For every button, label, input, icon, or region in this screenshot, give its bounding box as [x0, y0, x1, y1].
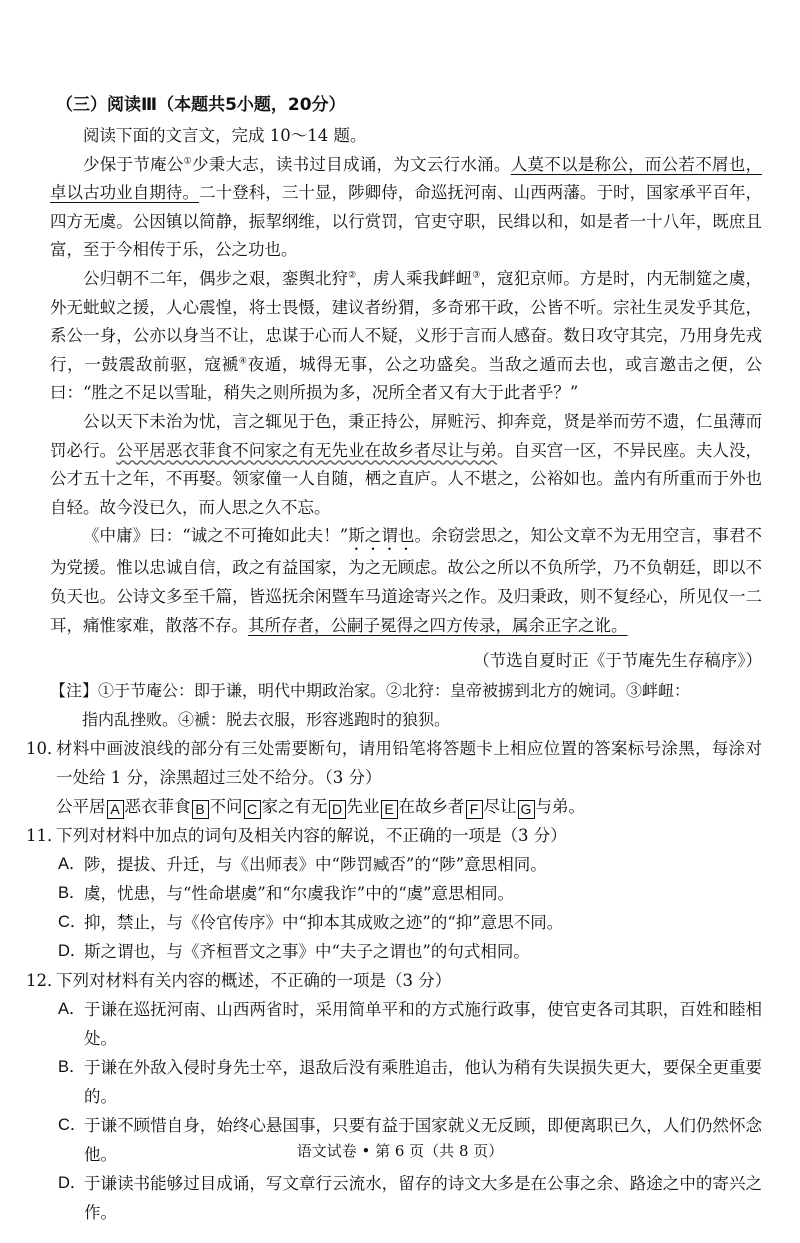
source-citation: （节选自夏时正《于节庵先生存稿序》）	[473, 651, 762, 671]
question-stem: 材料中画波浪线的部分有三处需要断句，请用铅笔将答题卡上相应位置的答案标号涂黑，每涂对一处给 1 分，涂黑超过三处不给分。（3 分）	[56, 739, 762, 788]
instruction: 阅读下面的文言文，完成 10～14 题。	[83, 126, 367, 145]
option-11-c[interactable]: C． 抑，禁止，与《伶官传序》中“抑本其成败之迹”的“抑”意思不同。	[58, 913, 564, 933]
option-12-b[interactable]: B． 于谦在外敌入侵时身先士卒，退敌后没有乘胜追击，他认为稍有失误损失更大，要保全更重要的。	[58, 1058, 762, 1107]
option-12-a[interactable]: A． 于谦在巡抚河南、山西两省时，采用简单平和的方式施行政事，使官吏各司其职，百姓和睦相处。	[58, 1000, 762, 1049]
section-title: （三）阅读Ⅲ（本题共5小题，20分）	[56, 95, 346, 115]
footnote-marker-3: ③	[472, 270, 481, 281]
answer-box-a[interactable]: A	[107, 800, 124, 819]
question-10	[26, 734, 762, 821]
annotation-line-2: 指内乱挫败。④褫：脱去衣服，形容逃跑时的狼狈。	[82, 710, 451, 730]
question-11	[26, 821, 762, 850]
answer-box-b[interactable]: B	[192, 800, 209, 819]
question-12	[26, 966, 762, 995]
passage-paragraph-3: 公以天下未治为忧，言之辄见于色，秉正持公，屏赃污、抑奔竞，贤是举而劳不遗，仁虽薄而罚必行。公平居恶衣菲食不问家之有无先业在故乡者尽让与弟。自买宫一区，不异民座。夫人没，公才五十之年，不再娶。领家僮一人自随，栖之直庐。人不堪之，公裕如也。盖内有所重而于外也自轻。故今没已久，而人思之久不忘。	[50, 411, 763, 517]
passage-paragraph-1: 少保于节庵公①少秉大志，读书过目成诵，为文云行水涌。人莫不以是称公，而公若不屑也，卓以古功业自期待。二十登科，三十显，陟卿侍，命巡抚河南、山西两藩。于时，国家承平百年，四方无虞。公因镇以简静，振挈纲维，以行赏罚，官吏守职，民缉以和，如是者一十八年，既庶且富，至于今相传于乐，公之功也。	[50, 154, 763, 260]
question-number: 11．	[26, 826, 64, 846]
question-stem: 下列对材料有关内容的概述，不正确的一项是（3 分）	[56, 971, 452, 991]
option-11-a[interactable]: A． 陟，提拔、升迁，与《出师表》中“陟罚臧否”的“陟”意思相同。	[58, 855, 547, 875]
option-12-c[interactable]: C． 于谦不顾惜自身，始终心悬国事，只要有益于国家就义无反顾，即便离职已久，人们仍然怀念他。	[58, 1116, 762, 1165]
answer-box-e[interactable]: E	[381, 800, 398, 819]
annotation-line-1: 【注】①于节庵公：即于谦，明代中期政治家。②北狩：皇帝被掳到北方的婉词。③衅衄：	[50, 681, 691, 701]
page-footer: 语文试卷 • 第 6 页（共 8 页）	[296, 1142, 504, 1160]
answer-box-g[interactable]: G	[518, 800, 535, 819]
passage-paragraph-4: 《中庸》曰：“诚之不可掩如此夫！”斯之谓也。余窃尝思之，知公文章不为无用空言，事君不为党援。惟以忠诚自信，政之有益国家，为之无顾虑。故公之所以不负所学，乃不负朝廷，即以不负天也。公诗文多至千篇，皆巡抚余闲暨车马道途寄兴之作。及归秉政，则不复经心，所见仅一二耳，痛惟家难，散落不存。其所存者，公嗣子冕得之四方传录，属余正字之讹。	[50, 526, 763, 635]
option-11-b[interactable]: B． 虞，忧患，与“性命堪虞”和“尔虞我诈”中的“虞”意思相同。	[58, 884, 515, 904]
answer-box-d[interactable]: D	[329, 800, 346, 819]
exam-page	[26, 92, 763, 1227]
wavy-underlined-sentence: 公平居恶衣菲食不问家之有无先业在故乡者尽让与弟	[116, 440, 498, 460]
question-number: 12．	[26, 971, 64, 991]
question-number: 10．	[26, 739, 64, 759]
dotted-phrase: 斯之谓也	[348, 526, 415, 546]
footnote-marker-2: ②	[348, 270, 357, 281]
underlined-sentence-2: 其所存者，公嗣子冕得之四方传录，属余正字之讹。	[248, 615, 628, 635]
answer-box-f[interactable]: F	[466, 800, 483, 819]
passage-paragraph-2: 公归朝不二年，偶步之艰，銮舆北狩②，虏人乘我衅衄③，寇犯京师。方是时，内无制筵之虞，外无蚍蚁之援，人心震惶，将士畏慑，建议者纷猬，多奇邪干政，公皆不听。宗社生灵发乎其危，系公一身，公亦以身当不让，忠谋于心而人不疑，义形于言而人感奋。数日攻守其完，乃用身先戎行，一鼓震敌前驱，寇褫④夜遁，城得无事，公之功盛矣。当敌之遁而去也，或言邀击之便，公曰：“胜之不足以雪耻，稍失之则所损为多，况所全者又有大于此者乎？”	[50, 268, 763, 403]
question-stem: 下列对材料中加点的词句及相关内容的解说，不正确的一项是（3 分）	[56, 826, 567, 846]
footnote-marker-1: ①	[183, 156, 192, 167]
underlined-sentence-1: 人莫不以是称公，而公若不屑也，卓以古功业自期待。	[50, 154, 763, 203]
answer-box-c[interactable]: C	[244, 800, 261, 819]
option-11-d[interactable]: D． 斯之谓也，与《齐桓晋文之事》中“夫子之谓也”的句式相同。	[58, 942, 530, 962]
option-12-d[interactable]: D． 于谦读书能够过目成诵，写文章行云流水，留存的诗文大多是在公事之余、路途之中的寄兴之作。	[58, 1174, 762, 1223]
segmentation-sequence: 公平居 A 恶衣菲食 B 不问 C 家之有无 D 先业 E 在故乡者 F 尽让 G 与弟。	[56, 797, 585, 818]
footnote-marker-4: ④	[238, 356, 248, 367]
